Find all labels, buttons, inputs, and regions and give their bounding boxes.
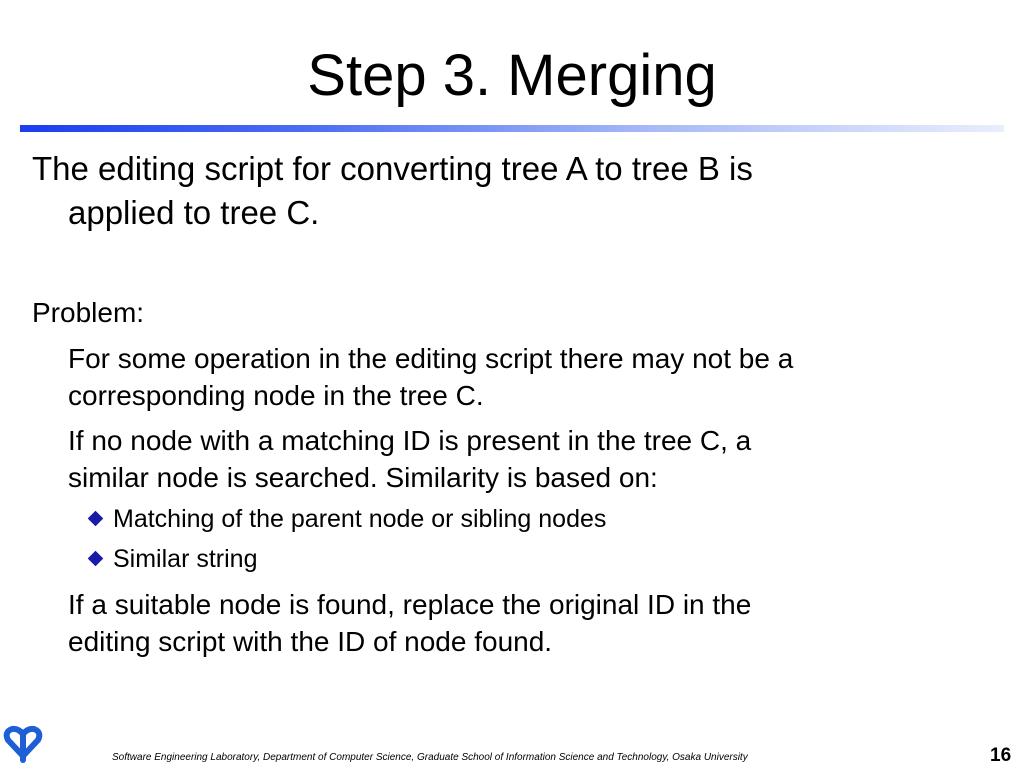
list-item-line: corresponding node in the tree C. — [68, 380, 484, 411]
list-item-line: For some operation in the editing script there may not be a — [68, 343, 794, 374]
footer-affiliation: Software Engineering Laboratory, Department of Computer Science, Graduate School of Information Science and Technology, Osaka University — [112, 752, 748, 763]
list-item-line: similar node is searched. Similarity is based on: — [68, 462, 658, 493]
paragraph-line: applied to tree C. — [68, 194, 320, 231]
osaka-university-logo-icon — [0, 720, 46, 764]
bullet-item — [84, 541, 257, 577]
bullet-text: Matching of the parent node or sibling nodes — [113, 505, 607, 533]
slide-title: Step 3. Merging — [307, 43, 717, 108]
page-number: 16 — [990, 745, 1012, 766]
diamond-bullet-icon — [88, 551, 104, 567]
title-divider — [20, 125, 1004, 132]
list-item-line: If a suitable node is found, replace the original ID in the — [68, 589, 752, 620]
list-item-line: editing script with the ID of node found. — [68, 626, 553, 657]
bullet-text: Similar string — [113, 545, 258, 573]
list-item-line: If no node with a matching ID is present in the tree C, a — [68, 425, 752, 456]
paragraph-line: The editing script for converting tree A to tree B is — [32, 150, 753, 187]
problem-label: Problem: — [32, 297, 145, 328]
diamond-bullet-icon — [88, 511, 104, 527]
bullet-item — [84, 501, 606, 537]
